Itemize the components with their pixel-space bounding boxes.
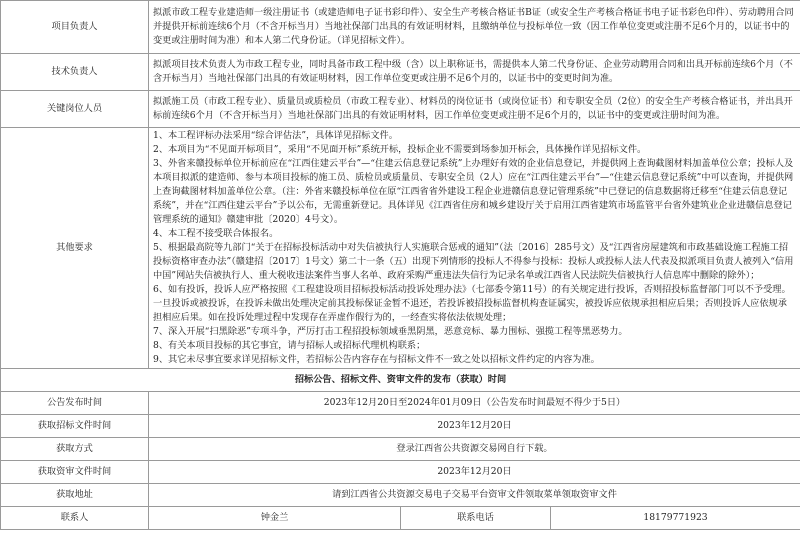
row-tech-manager bbox=[1, 54, 800, 91]
address-value: 请到江西省公共资源交易电子交易平台资审文件领取菜单领取资审文件 bbox=[149, 484, 800, 507]
row-address bbox=[1, 484, 800, 507]
tech-manager-text: 拟派项目技术负责人为市政工程专业，同时具备市政工程中级（含）以上职称证书，需提供本人第二代身份证、企业劳动聘用合同和出具开标前连续6个月（不含开标当月）当地社保部门出具的有效证明材料，因工作单位变更或注册不足6个月的，以证书中的变更时间为准。 bbox=[149, 54, 800, 91]
requirement-item: 6、如有投诉，投诉人应严格按照《工程建设项目招标投标活动投诉处理办法》（七部委令第11号）的有关规定进行投诉，否则招投标监督部门可以不予受理。一旦投诉或被投诉，在投诉未做出处理决定前其投标保证金暂不退还，若投诉被招投标监督机构查证属实，被投诉应依规承担相应后果；否则投诉人应依规承担相应后果。如在投诉处理过程中发现存在弄虚作假行为的，一经查实将依法依规处理； bbox=[153, 284, 791, 323]
row-other-requirements bbox=[1, 128, 800, 369]
key-positions-text: 拟派施工员（市政工程专业）、质量员或质检员（市政工程专业）、材料员的岗位证书（或岗位证书）和专职安全员（2位）的安全生产考核合格证书，并出具开标前连续6个月（不含开标当月）当地社保部门出具的有效证明材料，因工作单位变更或注册不足6个月的，以证书中的变更或注册时间为准。 bbox=[149, 91, 800, 128]
row-bid-doc-time bbox=[1, 415, 800, 438]
project-manager-label: 项目负责人 bbox=[1, 1, 149, 54]
requirement-item: 1、本工程评标办法采用“综合评估法”，具体详见招标文件。 bbox=[153, 130, 398, 141]
bid-doc-time-label: 获取招标文件时间 bbox=[1, 415, 149, 438]
requirement-item: 2、本项目为“不见面开标项目”，采用“不见面开标”系统开标，投标企业不需要到场参加开标会，具体操作详见招标文件。 bbox=[153, 144, 647, 155]
key-positions-label: 关键岗位人员 bbox=[1, 91, 149, 128]
contact-phone-label: 联系电话 bbox=[401, 507, 551, 530]
contact-person-label: 联系人 bbox=[1, 507, 149, 530]
row-section-title bbox=[1, 369, 800, 392]
requirement-item: 9、其它未尽事宜要求详见招标文件，若招标公告内容存在与招标文件不一致之处以招标文件约定的内容为准。 bbox=[153, 354, 600, 365]
requirement-item: 3、外省来赣投标单位开标前应在“江西住建云平台”—“住建云信息登记系统”上办理好有效的企业信息登记，并提供网上查询截图材料加盖单位公章；投标人及本项目拟派的建造师、参与本项目投标的施工员、质检员或质量员、专职安全员（2人）应在“江西住建云平台”—“住建云信息登记系统”中可以查询，并提供网上查询截图材料加盖单位公章。（注：外省来赣投标单位在原“江西省省外建设工程企业进赣信息登记管理系统”中已登记的信息数据将迁移至“住建云信息登记系统”，并在“江西住建云平台”予以公布，无需重新登记。具体详见《江西省住房和城乡建设厅关于启用江西省建筑市场监管平台省外建筑业企业进赣信息登记管理系统的通知》赣建审批〔2020〕4号文）。 bbox=[153, 158, 794, 225]
other-requirements-label: 其他要求 bbox=[1, 128, 149, 369]
row-project-manager bbox=[1, 1, 800, 54]
method-value: 登录江西省公共资源交易网自行下载。 bbox=[149, 438, 800, 461]
publish-time-value: 2023年12月20日至2024年01月09日（公告发布时间最短不得少于5日） bbox=[149, 392, 800, 415]
project-manager-text: 拟派市政工程专业建造师一级注册证书（或建造师电子证书彩印件）、安全生产考核合格证书B证（或安全生产考核合格证书电子证书彩色印件）、劳动聘用合同并提供开标前连续6个月（不含开标当月）当地社保部门出具的有效证明材料，且缴纳单位与投标单位一致（因工作单位变更或注册不足6个月的，以证书中的变更或注册时间为准）和本人第二代身份证。（详见招标文件）。 bbox=[149, 1, 800, 54]
row-method bbox=[1, 438, 800, 461]
requirement-item: 4、本工程不接受联合体报名。 bbox=[153, 228, 279, 239]
contact-phone-value: 18179771923 bbox=[551, 507, 800, 530]
row-key-positions bbox=[1, 91, 800, 128]
prequal-time-label: 获取资审文件时间 bbox=[1, 461, 149, 484]
row-contact bbox=[1, 507, 800, 530]
row-prequal-time bbox=[1, 461, 800, 484]
address-label: 获取地址 bbox=[1, 484, 149, 507]
requirement-item: 5、根据最高院等九部门“关于在招标投标活动中对失信被执行人实施联合惩戒的通知”（法〔2016〕285号文）及“江西省房屋建筑和市政基础设施工程施工招投标资格审查办法”（赣建招〔2017〕1号文）第二十一条（五）出现下列情形的投标人不得参与投标：投标人或投标人法人代表及拟派项目负责人被列入“信用中国”网站失信被执行人、重大税收违法案件当事人名单、政府采购严重违法失信行为记录名单或江西省人民法院失信被执行人信息库中删除的除外）； bbox=[153, 242, 794, 281]
method-label: 获取方式 bbox=[1, 438, 149, 461]
contact-person-value: 钟金兰 bbox=[149, 507, 401, 530]
prequal-time-value: 2023年12月20日 bbox=[149, 461, 800, 484]
publish-time-label: 公告发布时间 bbox=[1, 392, 149, 415]
tech-manager-label: 技术负责人 bbox=[1, 54, 149, 91]
requirement-item: 8、有关本项目投标的其它事宜，请与招标人或招标代理机构联系； bbox=[153, 340, 426, 351]
row-publish-time bbox=[1, 392, 800, 415]
section-title: 招标公告、招标文件、资审文件的发布（获取）时间 bbox=[1, 369, 800, 392]
requirement-item: 7、深入开展“扫黑除恶”专项斗争，严厉打击工程招投标领域垂黑阴黑，恶意竞标、暴力围标、强揽工程等黑恶势力。 bbox=[153, 326, 628, 337]
other-requirements-list bbox=[149, 128, 800, 369]
bid-doc-time-value: 2023年12月20日 bbox=[149, 415, 800, 438]
